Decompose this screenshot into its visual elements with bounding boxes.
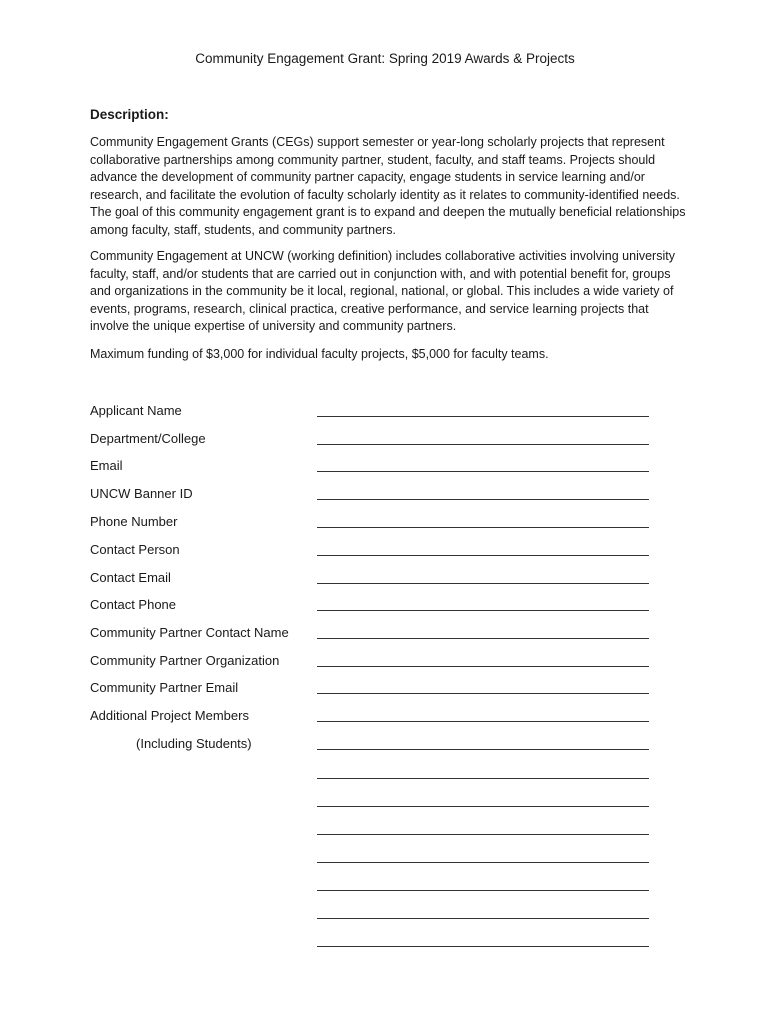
field-label: Department/College — [90, 431, 206, 446]
form-row-department-college — [90, 430, 650, 452]
form-row-extra-line — [90, 932, 650, 954]
extra-member-blank[interactable] — [317, 806, 649, 807]
field-label: Contact Email — [90, 570, 171, 585]
applicant-name-blank[interactable] — [317, 416, 649, 417]
field-label: Applicant Name — [90, 403, 182, 418]
partner-organization-blank[interactable] — [317, 666, 649, 667]
document-title: Community Engagement Grant: Spring 2019 Awards & Projects — [195, 51, 575, 66]
field-label: Additional Project Members — [90, 708, 249, 723]
description-heading: Description: — [90, 107, 169, 122]
field-label: Community Partner Contact Name — [90, 625, 289, 640]
email-blank[interactable] — [317, 471, 649, 472]
description-paragraph-2: Community Engagement at UNCW (working definition) includes collaborative activities involving university faculty, staff, and/or students that are carried out in conjunction with, and with potential benefit for, groups and organizations in the community be it local, regional, national, or global. This includes a wide variety of events, programs, research, clinical practica, creative performance, and service learning projects that involve the unique expertise of university and community partners. — [90, 249, 675, 333]
form-row-extra-line — [90, 904, 650, 926]
form-row-extra-line — [90, 792, 650, 814]
extra-member-blank[interactable] — [317, 890, 649, 891]
field-label: (Including Students) — [136, 736, 252, 751]
form-row-applicant-name — [90, 402, 650, 424]
contact-person-blank[interactable] — [317, 555, 649, 556]
contact-email-blank[interactable] — [317, 583, 649, 584]
additional-members-blank[interactable] — [317, 721, 649, 722]
banner-id-blank[interactable] — [317, 499, 649, 500]
field-label: Community Partner Email — [90, 680, 239, 695]
extra-member-blank[interactable] — [317, 946, 649, 947]
form-row-partner-organization — [90, 652, 650, 674]
field-label: Community Partner Organization — [90, 653, 280, 668]
form-row-email — [90, 457, 650, 479]
form-row-phone-number — [90, 513, 650, 535]
including-students-blank[interactable] — [317, 749, 649, 750]
field-label: Contact Person — [90, 542, 180, 557]
partner-email-blank[interactable] — [317, 693, 649, 694]
extra-member-blank[interactable] — [317, 918, 649, 919]
form-row-contact-phone — [90, 596, 650, 618]
form-row-extra-line — [90, 764, 650, 786]
department-college-blank[interactable] — [317, 444, 649, 445]
form-row-contact-person — [90, 541, 650, 563]
funding-paragraph: Maximum funding of $3,000 for individual faculty projects, $5,000 for faculty teams. — [90, 347, 549, 361]
extra-member-blank[interactable] — [317, 862, 649, 863]
form-row-extra-line — [90, 876, 650, 898]
phone-number-blank[interactable] — [317, 527, 649, 528]
form-row-partner-email — [90, 679, 650, 701]
form-row-extra-line — [90, 820, 650, 842]
form-row-banner-id — [90, 485, 650, 507]
field-label: Email — [90, 458, 123, 473]
form-row-additional-members — [90, 707, 650, 729]
partner-contact-name-blank[interactable] — [317, 638, 649, 639]
contact-phone-blank[interactable] — [317, 610, 649, 611]
field-label: Phone Number — [90, 514, 178, 529]
form-row-contact-email — [90, 569, 650, 591]
form-row-extra-line — [90, 848, 650, 870]
field-label: Contact Phone — [90, 597, 177, 612]
extra-member-blank[interactable] — [317, 778, 649, 779]
field-label: UNCW Banner ID — [90, 486, 193, 501]
form-row-including-students — [90, 735, 650, 757]
description-paragraph-1: Community Engagement Grants (CEGs) support semester or year-long scholarly projects that represent collaborative partnerships among community partner, student, faculty, and staff teams. Projects should advance the development of community partner capacity, engage students in service learning and/or research, and facilitate the evolution of faculty scholarly identity as it relates to community-identified needs. The goal of this community engagement grant is to expand and deepen the mutually beneficial relationships among faculty, staff, students, and community partners. — [90, 135, 686, 237]
form-row-partner-contact-name — [90, 624, 650, 646]
extra-member-blank[interactable] — [317, 834, 649, 835]
